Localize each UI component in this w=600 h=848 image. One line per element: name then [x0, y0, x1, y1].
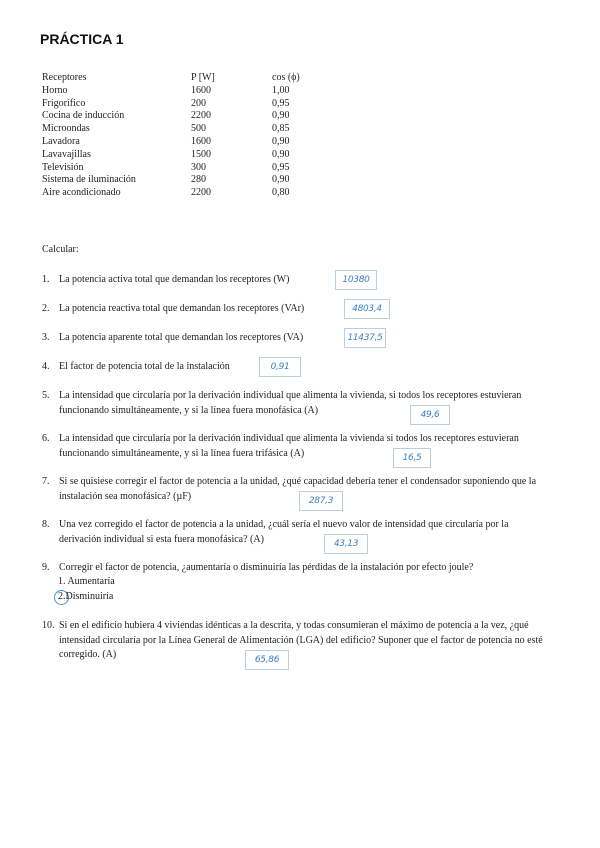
- cosphi-cell: 0,95: [272, 97, 290, 109]
- option-disminuiria[interactable]: 2.Disminuiría: [58, 591, 114, 602]
- answer-box-1[interactable]: 10380: [335, 270, 377, 290]
- table-row: [42, 98, 300, 111]
- receptor-cell: Cocina de inducción: [42, 110, 125, 122]
- table-row: [42, 162, 300, 175]
- question-8: 8. Una vez corregido el factor de potencia a la unidad, ¿cuál sería el nuevo valor de intensidad que circularía por la derivación individual si esta fuera monofásica? (A): [42, 519, 509, 545]
- cosphi-cell: 0,90: [272, 135, 290, 147]
- power-cell: 1500: [191, 148, 211, 160]
- answer-box-4[interactable]: 0,91: [259, 357, 301, 377]
- power-cell: 500: [191, 123, 206, 135]
- cosphi-cell: cos (ϕ): [272, 72, 300, 83]
- question-10: 10. Si en el edificio hubiera 4 viviendas idénticas a la descrita, y todas consumieran el máximo de potencia a la vez, ¿qué intensidad circularía por la Línea General de Alimentación (LGA) del edificio? Suponer que el factor de potencia no esté corregido. (A): [42, 620, 543, 660]
- answer-box-10[interactable]: 65,86: [245, 650, 289, 670]
- cosphi-cell: 1,00: [272, 84, 290, 96]
- option-aumentaria[interactable]: 1. Aumentaría: [58, 576, 115, 587]
- power-cell: 1600: [191, 84, 211, 96]
- answer-box-7[interactable]: 287,3: [299, 491, 343, 511]
- cosphi-cell: 0,90: [272, 174, 290, 186]
- question-3: 3. La potencia aparente total que demandan los receptores (VA): [42, 332, 304, 343]
- table-row: [42, 123, 300, 136]
- question-4: 4. El factor de potencia total de la instalación: [42, 361, 230, 372]
- receptors-table: [42, 72, 300, 200]
- table-row: [42, 174, 300, 187]
- table-row: [42, 149, 300, 162]
- question-9: 9. Corregir el factor de potencia, ¿aumentaría o disminuiría las pérdidas de la instalación por efecto joule?: [42, 562, 474, 573]
- table-row: [42, 110, 300, 123]
- question-5: 5. La intensidad que circularía por la derivación individual que alimenta la vivienda, si todos los receptores estuvieran funcionando simultáneamente, y si la línea fuera monofásica (A): [42, 390, 522, 416]
- cosphi-cell: 0,90: [272, 110, 290, 122]
- power-cell: 280: [191, 174, 206, 186]
- question-7: 7. Si se quisiese corregir el factor de potencia a la unidad, ¿qué capacidad debería tener el condensador suponiendo que la instalación sea monofásica? (µF): [42, 476, 537, 502]
- power-cell: 1600: [191, 135, 211, 147]
- receptor-cell: Lavavajillas: [42, 148, 91, 160]
- power-cell: 2200: [191, 110, 211, 122]
- receptor-cell: Receptores: [42, 72, 87, 83]
- cosphi-cell: 0,85: [272, 123, 290, 135]
- page-title: PRÁCTICA 1: [40, 31, 124, 47]
- table-row: [42, 187, 300, 200]
- power-cell: 200: [191, 97, 206, 109]
- receptor-cell: Lavadora: [42, 135, 80, 147]
- power-cell: 300: [191, 161, 206, 173]
- receptor-cell: Horno: [42, 84, 68, 96]
- answer-box-2[interactable]: 4803,4: [344, 299, 390, 319]
- cosphi-cell: 0,80: [272, 187, 290, 199]
- receptor-cell: Aire acondicionado: [42, 187, 121, 199]
- power-cell: 2200: [191, 187, 211, 199]
- answer-box-8[interactable]: 43,13: [324, 534, 368, 554]
- answer-box-6[interactable]: 16,5: [393, 448, 431, 468]
- question-6: 6. La intensidad que circularía por la derivación individual que alimenta la vivienda si todos los receptores estuvieran funcionando simultáneamente, y si la línea fuera trifásica (A): [42, 433, 519, 459]
- cosphi-cell: 0,95: [272, 161, 290, 173]
- cosphi-cell: 0,90: [272, 148, 290, 160]
- receptor-cell: Televisión: [42, 161, 84, 173]
- power-cell: P [W]: [191, 72, 215, 83]
- question-2: 2. La potencia reactiva total que demandan los receptores (VAr): [42, 303, 305, 314]
- receptor-cell: Sistema de iluminación: [42, 174, 136, 186]
- answer-box-3[interactable]: 11437,5: [344, 328, 386, 348]
- receptor-cell: Frigorífico: [42, 97, 86, 109]
- table-header-row: [42, 72, 300, 85]
- question-1: 1. La potencia activa total que demandan los receptores (W): [42, 274, 290, 285]
- table-row: [42, 136, 300, 149]
- calc-label: Calcular:: [42, 244, 79, 255]
- answer-box-5[interactable]: 49,6: [410, 405, 450, 425]
- receptor-cell: Microondas: [42, 123, 90, 135]
- table-row: [42, 85, 300, 98]
